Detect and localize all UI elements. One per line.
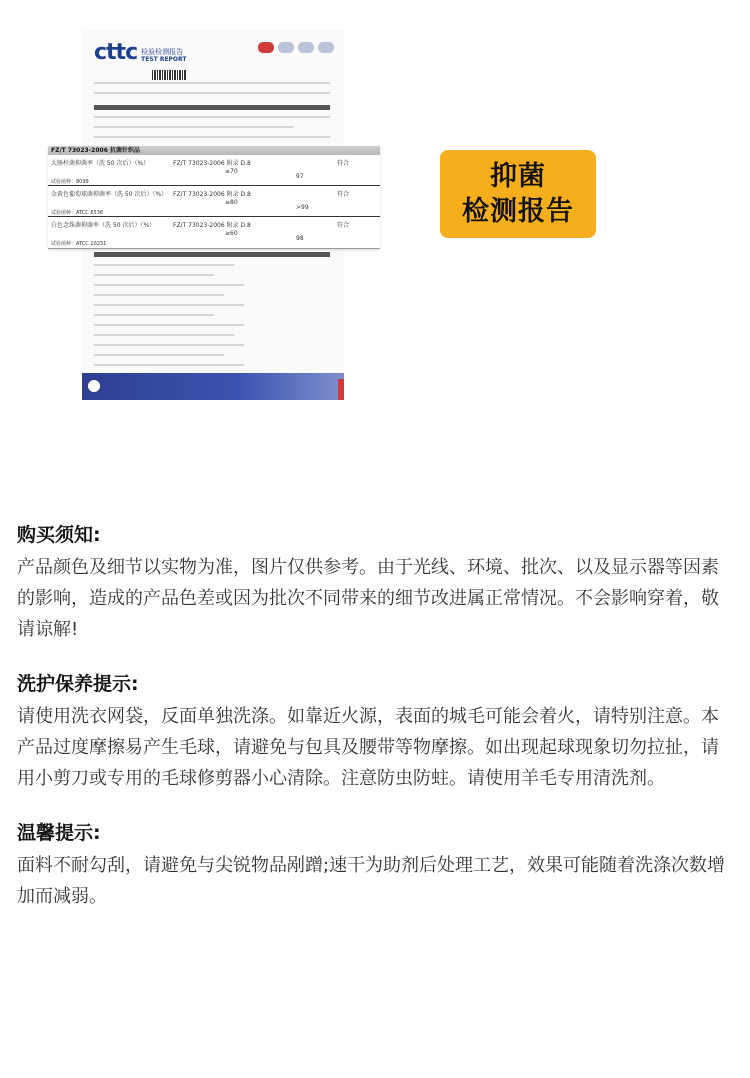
test-verdict: 符合 xyxy=(337,222,350,229)
test-strain: 试验菌种：ATCC 10231 xyxy=(51,241,107,247)
test-verdict: 符合 xyxy=(337,160,350,167)
warm-reminder-section xyxy=(17,818,733,912)
accreditation-icon xyxy=(318,42,334,53)
test-item-name: 金黄色葡萄球菌抑菌率（洗 50 次后）（%） xyxy=(51,191,168,198)
divider xyxy=(94,92,330,94)
report-footer xyxy=(82,373,344,400)
divider xyxy=(94,344,244,346)
divider xyxy=(94,324,244,326)
report-title-en: TEST REPORT xyxy=(141,56,187,63)
divider xyxy=(94,82,330,84)
divider xyxy=(94,314,214,316)
divider xyxy=(94,284,244,286)
section-title: 购买须知: xyxy=(17,524,101,546)
test-strain: 试验菌种：8099 xyxy=(51,179,89,185)
badge-line-1: 抑菌 xyxy=(490,161,546,192)
divider xyxy=(94,304,244,306)
purchase-notice-section xyxy=(17,520,733,645)
test-method: FZ/T 73023-2006 附录 D.8 xyxy=(173,160,251,167)
footer-logo-icon xyxy=(88,380,100,392)
certification-logos xyxy=(258,42,334,53)
badge-line-2: 检测报告 xyxy=(462,196,574,227)
antibacterial-results-table xyxy=(48,146,380,249)
table-row xyxy=(48,186,380,217)
divider xyxy=(94,126,294,128)
section-body: 请使用洗衣网袋，反面单独洗涤。如靠近火源，表面的城毛可能会着火，请特别注意。本产品过度摩擦易产生毛球，请避免与包具及腰带等物摩擦。如出现起球现象切勿拉扯，请用小剪刀或专用的毛球修剪器小心清除。注意防虫防蛀。请使用羊毛专用清洗剂。 xyxy=(17,706,719,789)
test-result: 98 xyxy=(296,235,304,242)
divider xyxy=(94,294,224,296)
section-title: 温馨提示: xyxy=(17,822,101,844)
test-strain: 试验菌种：ATCC 6538 xyxy=(51,210,104,216)
barcode-icon xyxy=(152,70,186,80)
antibacterial-report-badge xyxy=(440,150,596,238)
test-method: FZ/T 73023-2006 附录 D.8 xyxy=(173,191,251,198)
test-verdict: 符合 xyxy=(337,191,350,198)
divider xyxy=(94,354,224,356)
product-notes xyxy=(17,520,733,936)
ilac-icon xyxy=(298,42,314,53)
care-tips-section xyxy=(17,669,733,794)
section-title: 洗护保养提示: xyxy=(17,673,139,695)
divider xyxy=(94,136,330,138)
test-requirement: ≥80 xyxy=(225,199,238,206)
section-body: 面料不耐勾刮，请避免与尖锐物品剐蹭;速干为助剂后处理工艺，效果可能随着洗涤次数增加而减弱。 xyxy=(17,855,726,907)
divider xyxy=(94,274,214,276)
test-method: FZ/T 73023-2006 附录 D.8 xyxy=(173,222,251,229)
section-body: 产品颜色及细节以实物为准，图片仅供参考。由于光线、环境、批次、以及显示器等因素的影响，造成的产品色差或因为批次不同带来的细节改进属正常情况。不会影响穿着，敬请谅解! xyxy=(17,557,719,640)
divider xyxy=(94,116,330,118)
cttc-logo: cttc xyxy=(94,40,138,65)
cma-icon xyxy=(258,42,274,53)
table-row xyxy=(48,217,380,248)
cnas-icon xyxy=(278,42,294,53)
test-requirement: ≥70 xyxy=(225,168,238,175)
test-result: 97 xyxy=(296,173,304,180)
divider xyxy=(94,364,244,366)
report-title-cn: 检验检测报告 xyxy=(141,48,184,56)
divider xyxy=(94,252,330,257)
divider xyxy=(94,264,234,266)
divider xyxy=(94,334,234,336)
test-item-name: 白色念珠菌抑菌率（洗 50 次后）（%） xyxy=(51,222,156,229)
table-row xyxy=(48,155,380,186)
test-requirement: ≥60 xyxy=(225,230,238,237)
test-result: >99 xyxy=(296,204,309,211)
report-header xyxy=(94,42,186,64)
decorative-stripe xyxy=(338,379,344,400)
divider xyxy=(94,105,330,110)
test-item-name: 大肠杆菌抑菌率（洗 50 次后）（%） xyxy=(51,160,150,167)
table-standard-header: FZ/T 73023-2006 抗菌针织品 xyxy=(48,146,380,155)
